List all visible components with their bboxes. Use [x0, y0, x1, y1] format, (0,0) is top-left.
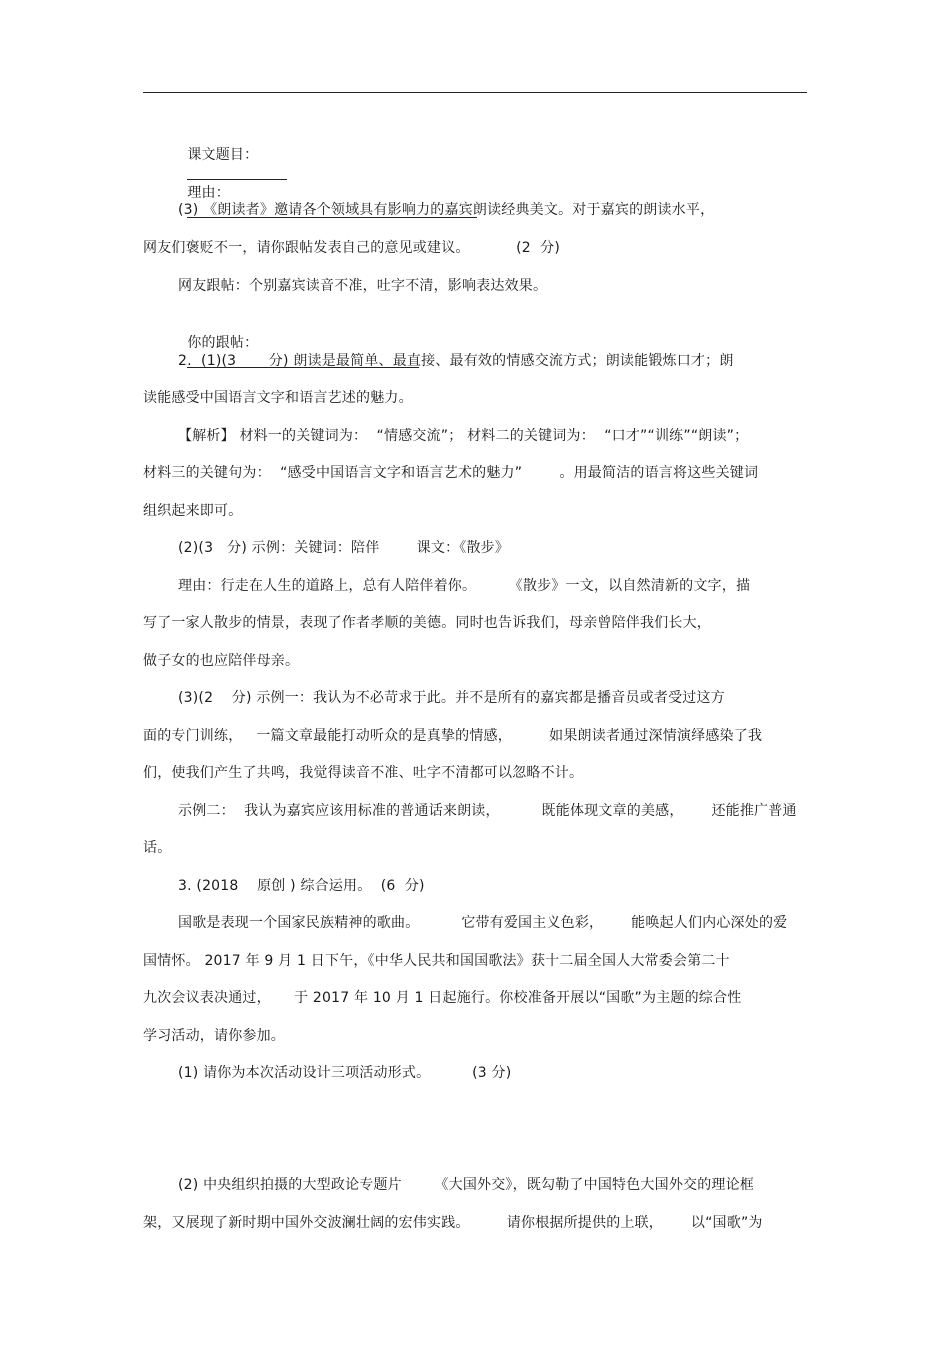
answer-2-1-cont: 读能感受中国语言文字和语言艺述的魅力。 — [143, 390, 413, 406]
answer-2-3-cont: 面的专门训练， 一篇文章最能打动听众的是真挚的情感， 如果朗读者通过深情演绎感染了我 — [143, 728, 763, 744]
question-3-para: 国歌是表现一个国家民族精神的歌曲。 它带有爱国主义色彩， 能唤起人们内心深处的爱 — [178, 915, 788, 931]
q3-text: (3) 《朗读者》邀请各个领域具有影响力的嘉宾朗读经典美文。对于嘉宾的朗读水平， — [178, 202, 715, 218]
question-3-1: (1) 请你为本次活动设计三项活动形式。 (3 分) — [178, 1065, 512, 1081]
answer-2-2: (2)(3 分) 示例：关键词：陪伴 课文：《散步》 — [178, 540, 510, 556]
header-rule — [143, 92, 807, 93]
analysis-line-3: 组织起来即可。 — [143, 503, 243, 519]
question-3-heading: 3. (2018 原创 ) 综合运用。 (6 分) — [178, 878, 425, 894]
netizen-post: 网友跟帖：个别嘉宾读音不准，吐字不清，影响表达效果。 — [178, 278, 548, 294]
analysis-line: 【解析】 材料一的关键词为： “情感交流”； 材料二的关键词为： “口才”“训练”“朗读”； — [178, 428, 749, 444]
question-3-2: (2) 中央组织拍摄的大型政论专题片 《大国外交》，既勾勒了中国特色大国外交的理论框 — [178, 1177, 755, 1193]
example-two: 示例二： 我认为嘉宾应该用标准的普通话来朗读， 既能体现文章的美感， 还能推广普通 — [178, 803, 797, 819]
answer-2-1: 2. (1)(3 分) 朗读是最简单、最直接、最有效的情感交流方式；朗读能锻炼口才；朗 — [178, 353, 734, 369]
analysis-line-2: 材料三的关键句为： “感受中国语言文字和语言艺术的魅力” 。用最简洁的语言将这些关键词 — [143, 465, 759, 481]
answer-2-3-cont-2: 们，使我们产生了共鸣，我觉得读音不准、吐字不清都可以忽略不计。 — [143, 765, 584, 781]
question-3-para-4: 学习活动，请你参加。 — [143, 1028, 285, 1044]
q3-text-cont: 网友们褒贬不一，请你跟帖发表自己的意见或建议。 (2 分) — [143, 240, 561, 256]
your-post-label: 你的跟帖： — [187, 335, 259, 351]
question-3-2-cont: 架，又展现了新时期中国外交波澜壮阔的宏伟实践。 请你根据所提供的上联， 以“国歌”为 — [143, 1215, 763, 1231]
answer-2-2-reason-3: 做子女的也应陪伴母亲。 — [143, 653, 300, 669]
question-3-para-3: 九次会议表决通过， 于 2017 年 10 月 1 日起施行。你校准备开展以“国歌”为主题的综合性 — [143, 990, 742, 1006]
example-two-cont: 话。 — [143, 840, 172, 856]
lesson-title-label: 课文题目： — [187, 147, 259, 163]
question-3-para-2: 国情怀。 2017 年 9 月 1 日下午，《中华人民共和国国歌法》获十二届全国人大常委会第二十 — [143, 953, 730, 969]
reason-label: 理由： — [187, 185, 230, 201]
answer-2-2-reason: 理由：行走在人生的道路上，总有人陪伴着你。 《散步》一文，以自然清新的文字，描 — [178, 578, 751, 594]
answer-2-3: (3)(2 分) 示例一：我认为不必苛求于此。并不是所有的嘉宾都是播音员或者受过这方 — [178, 690, 725, 706]
answer-2-2-reason-2: 写了一家人散步的情景，表现了作者孝顺的美德。同时也告诉我们，母亲曾陪伴我们长大， — [143, 615, 711, 631]
